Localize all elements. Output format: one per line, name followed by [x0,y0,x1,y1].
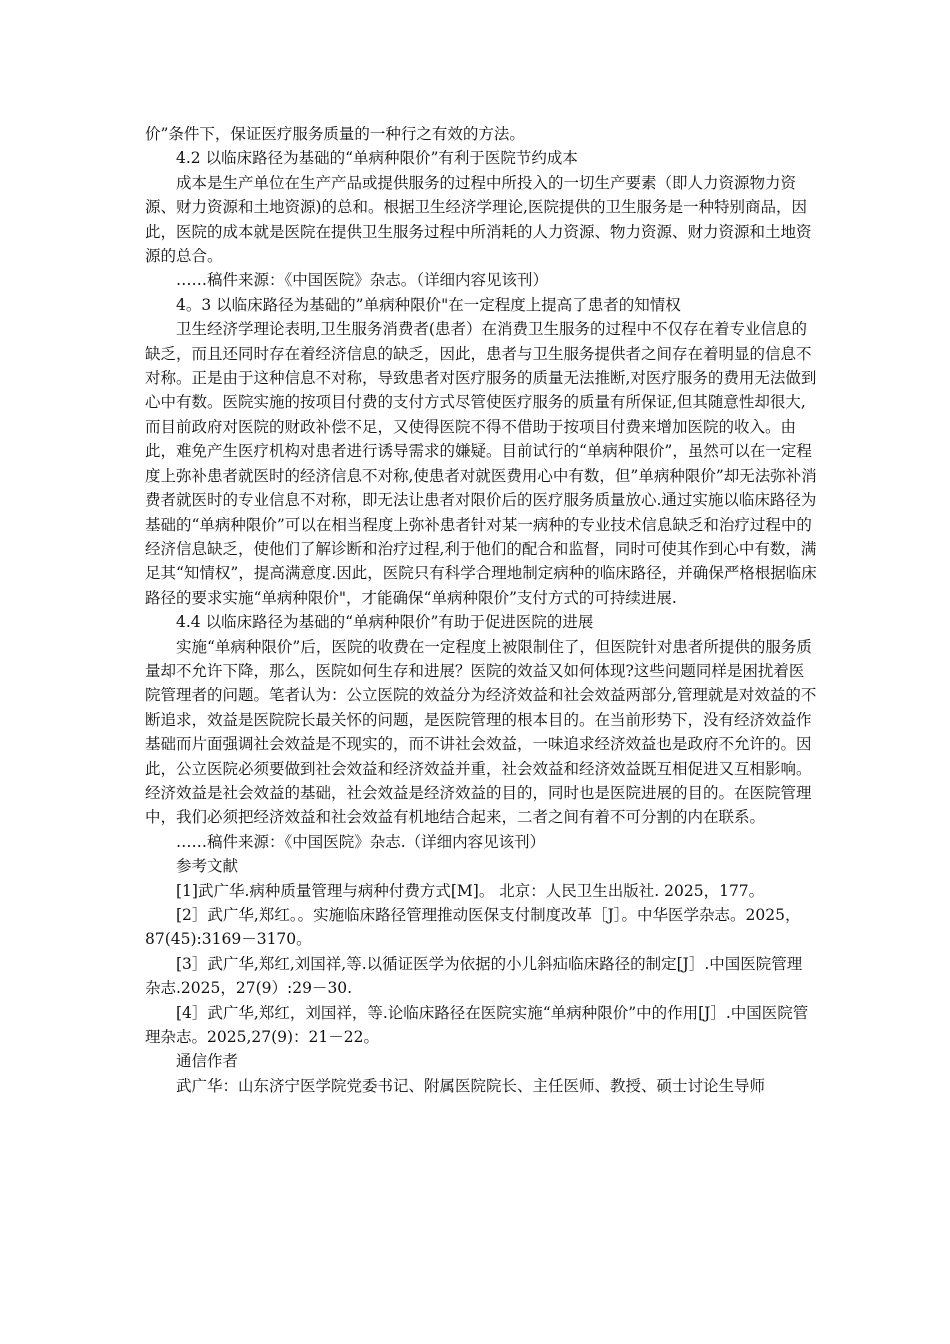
paragraph-development: 实施“单病种限价”后，医院的收费在一定程度上被限制住了，但医院针对患者所提供的服务质量却不允许下降，那么，医院如何生存和进展？医院的效益又如何体现?这些问题同样是困扰着医院管理者的问题。笔者认为：公立医院的效益分为经济效益和社会效益两部分,管理就是对效益的不断追求，效益是医院院长最关怀的问题，是医院管理的根本目的。在当前形势下，没有经济效益作基础而片面强调社会效益是不现实的，而不讲社会效益，一味追求经济效益也是政府不允许的。因此，公立医院必须要做到社会效益和经济效益并重，社会效益和经济效益既互相促进又互相影响。经济效益是社会效益的基础，社会效益是经济效益的目的，同时也是医院进展的目的。在医院管理中，我们必须把经济效益和社会效益有机地结合起来，二者之间有着不可分割的内在联系。 [145,637,817,827]
paragraph-continuation: 价”条件下，保证医疗服务质量的一种行之有效的方法。 [145,125,525,143]
references-heading: 参考文献 [176,857,239,876]
document-body [145,122,817,1098]
paragraph-information: 卫生经济学理论表明,卫生服务消费者(患者）在消费卫生服务的过程中不仅存在着专业信息的缺乏，而且还同时存在着经济信息的缺乏，因此，患者与卫生服务提供者之间存在着明显的信息不对称。正是由于这种信息不对称，导致患者对医疗服务的质量无法推断,对医疗服务的费用无法做到心中有数。医院实施的按项目付费的支付方式尽管使医疗服务的质量有所保证,但其随意性却很大,而目前政府对医院的财政补偿不足，又使得医院不得不借助于按项目付费来增加医院的收入。由此，难免产生医疗机构对患者进行诱导需求的嫌疑。目前试行的“单病种限价”，虽然可以在一定程度上弥补患者就医时的经济信息不对称,使患者对就医费用心中有数，但”单病种限价”却无法弥补消费者就医时的专业信息不对称，即无法让患者对限价后的医疗服务质量放心.通过实施以临床路径为基础的“单病种限价”可以在相当程度上弥补患者针对某一病种的专业技术信息缺乏和治疗过程中的经济信息缺乏，使他们了解诊断和治疗过程,利于他们的配合和监督，同时可使其作到心中有数，满足其“知情权”，提高满意度.因此，医院只有科学合理地制定病种的临床路径，并确保严格根据临床路径的要求实施“单病种限价"，才能确保“单病种限价”支付方式的可持续进展. [145,320,817,607]
reference-item: [4］武广华,郑红，刘国祥，等.论临床路径在医院实施“单病种限价”中的作用[J］.中国医院管理杂志。2025,27(9)：21－22。 [145,1003,809,1047]
section-heading-4-2: 4.2 以临床路径为基础的“单病种限价”有利于医院节约成本 [176,149,578,168]
section-heading-4-4: 4.4 以临床路径为基础的“单病种限价”有助于促进医院的进展 [176,613,594,632]
reference-item: [1]武广华.病种质量管理与病种付费方式[M]。 北京：人民卫生出版社. 2025，177。 [176,881,765,900]
paragraph-cost: 成本是生产单位在生产产品或提供服务的过程中所投入的一切生产要素（即人力资源物力资源、财力资源和土地资源)的总和。根据卫生经济学理论,医院提供的卫生服务是一种特别商品，因此，医院的成本就是医院在提供卫生服务过程中所消耗的人力资源、物力资源、财力资源和土地资源的总合。 [145,173,812,266]
corresponding-author-info: 武广华：山东济宁医学院党委书记、附属医院院长、主任医师、教授、硕士讨论生导师 [176,1076,766,1095]
source-note: ……稿件来源：《中国医院》杂志.（详细内容见该刊） [176,832,546,851]
reference-item: [2］武广华,郑红。。实施临床路径管理推动医保支付制度改革［J］。中华医学杂志。2025，87(45):3169－3170。 [145,906,801,949]
corresponding-author-heading: 通信作者 [176,1052,239,1071]
source-note: ……稿件来源：《中国医院》杂志。（详细内容见该刊） [176,271,549,290]
section-heading-4-3: 4。3 以临床路径为基础的”单病种限价"在一定程度上提高了患者的知情权 [176,295,681,314]
reference-item: [3］武广华,郑红,刘国祥,等.以循证医学为依据的小儿斜疝临床路径的制定[J］.中国医院管理杂志.2025，27(9）:29－30. [145,954,803,998]
